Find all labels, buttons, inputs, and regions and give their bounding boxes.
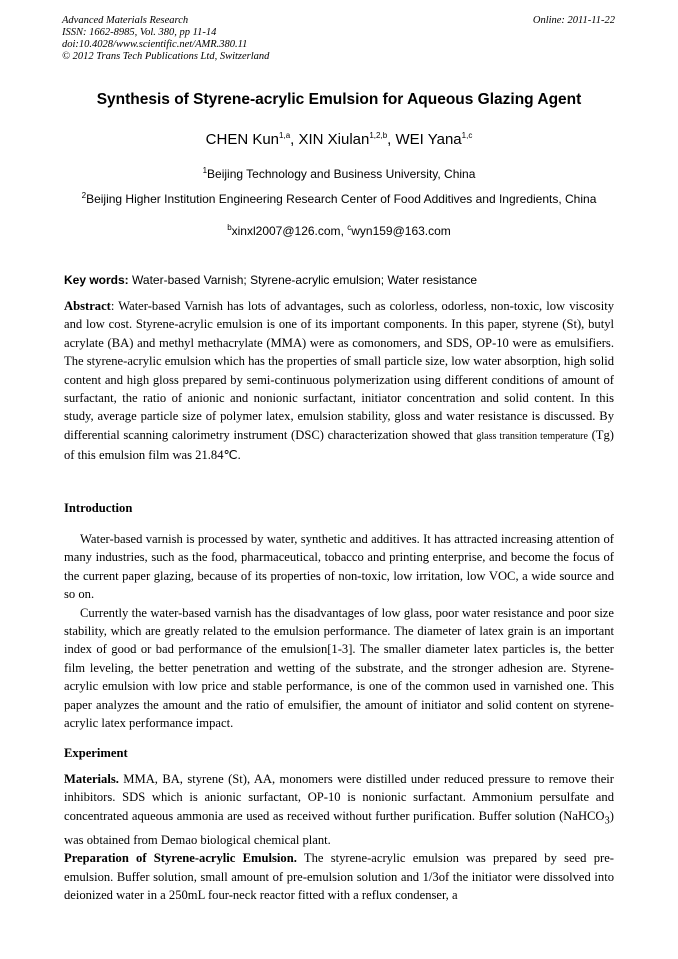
journal-name: Advanced Materials Research — [62, 15, 189, 26]
preparation-label: Preparation of Styrene-acrylic Emulsion. — [64, 851, 297, 866]
materials-text: MMA, BA, styrene (St), AA, monomers were distilled under reduced pressure to remove their inhibitors. SDS which is anionic surfactant, OP-10 is nonionic surfactant. Ammonium persulfate and concentrated aqueous ammonia are used as received without further purification. Buffer solution (NaHCO — [64, 772, 614, 823]
author-name: XIN Xiulan — [298, 131, 370, 148]
affiliation-text: Beijing Higher Institution Engineering Research Center of Food Additives and Ingredients, China — [86, 192, 597, 206]
keywords-label: Key words: — [64, 273, 129, 287]
introduction-body — [64, 530, 614, 732]
paper-title: Synthesis of Styrene-acrylic Emulsion for Aqueous Glazing Agent — [96, 91, 582, 108]
email-mark: c — [347, 223, 352, 232]
affiliation-1 — [30, 167, 648, 181]
affiliation-2 — [30, 192, 648, 206]
abstract-label: Abstract — [64, 299, 111, 313]
introduction-heading: Introduction — [64, 501, 133, 515]
affiliation-mark: 1 — [202, 166, 208, 175]
author-affil-mark: 1,2,b — [369, 131, 388, 140]
introduction-paragraph-1: Water-based varnish is processed by water, synthetic and additives. It has attracted increasing attention of many industries, such as the food, pharmaceutical, tobacco and printing enterprise, and become the focus of the current paper glazing, because of its properties of non-toxic, low irritation, low VOC, a wide source and so on. — [64, 532, 614, 602]
online-date: Online: 2011-11-22 — [532, 15, 615, 26]
materials-tail: ) was obtained from Demao biological chemical plant. — [64, 808, 614, 847]
copyright-line: © 2012 Trans Tech Publications Ltd, Switzerland — [62, 51, 270, 62]
keywords-text: Water-based Varnish; Styrene-acrylic emulsion; Water resistance — [128, 273, 478, 287]
email-address[interactable]: xinxl2007@126.com — [231, 224, 341, 238]
preparation-text: The styrene-acrylic emulsion was prepared by seed pre-emulsion. Buffer solution, small amount of pre-emulsion solution and 1/3of the initiator were dissolved into deionized water in a 250mL four-neck reactor fitted with a reflux condenser, a — [64, 851, 614, 902]
materials-subscript: 3 — [604, 815, 610, 827]
email-address[interactable]: wyn159@163.com — [351, 224, 451, 238]
author-name: WEI Yana — [395, 131, 462, 148]
author-affil-mark: 1,a — [279, 131, 291, 140]
materials-label: Materials. — [64, 772, 119, 786]
introduction-paragraph-2: Currently the water-based varnish has the disadvantages of low glass, poor water resistance and poor size stability, which are greatly related to the emulsion performance. The diameter of latex grain is an important index of good or bad performance of the emulsion[1-3]. The smaller diameter latex particles is, the better film leveling, the better penetration and wetting of the substrate, and the stronger adhesion are. Styrene-acrylic emulsion with low price and stable performance, is one of the common used in varnished one. This paper analyzes the amount and the ratio of emulsifier, the amount of initiator and solid content on styrene-acrylic latex performance impact. — [64, 605, 614, 731]
author-separator: , — [387, 131, 396, 148]
abstract-tail: (Tg) of this emulsion film was 21.84℃. — [64, 427, 614, 463]
abstract — [64, 297, 614, 465]
issn-line: ISSN: 1662-8985, Vol. 380, pp 11-14 — [62, 27, 217, 38]
affiliation-mark: 2 — [81, 191, 87, 200]
preparation-paragraph — [64, 849, 614, 904]
affiliation-text: Beijing Technology and Business University, China — [207, 167, 476, 181]
author-separator: , — [290, 131, 299, 148]
email-mark: b — [227, 223, 232, 232]
author-affil-mark: 1,c — [461, 131, 473, 140]
email-list — [30, 224, 648, 238]
doi-line: doi:10.4028/www.scientific.net/AMR.380.11 — [62, 39, 248, 50]
author-list — [40, 131, 638, 148]
abstract-small-text: glass transition temperature — [476, 430, 588, 442]
keywords — [64, 273, 614, 287]
abstract-text: : Water-based Varnish has lots of advantages, such as colorless, odorless, non-toxic, low viscosity and low cost. Styrene-acrylic emulsion is one of its important components. In this paper, styrene (St), butyl acrylate (BA) and methyl methacrylate (MMA) were as comonomers, and SDS, OP-10 were as emulsifiers. The styrene-acrylic emulsion which has the properties of small particle size, low water absorption, high solid content and high gloss prepared by semi-continuous polymerization using different conditions of amount of surfactant, the ratio of anionic and nonionic surfactant, initiator concentration and solid content. In this study, average particle size of polymer latex, emulsion stability, gloss and water resistance is discussed. By differential scanning calorimetry instrument (DSC) characterization showed that — [64, 299, 614, 442]
author-name: CHEN Kun — [205, 131, 280, 148]
experiment-heading: Experiment — [64, 746, 128, 760]
materials-paragraph — [64, 770, 614, 849]
experiment-body — [64, 770, 614, 904]
email-separator: , — [340, 224, 348, 238]
journal-header — [62, 15, 615, 63]
